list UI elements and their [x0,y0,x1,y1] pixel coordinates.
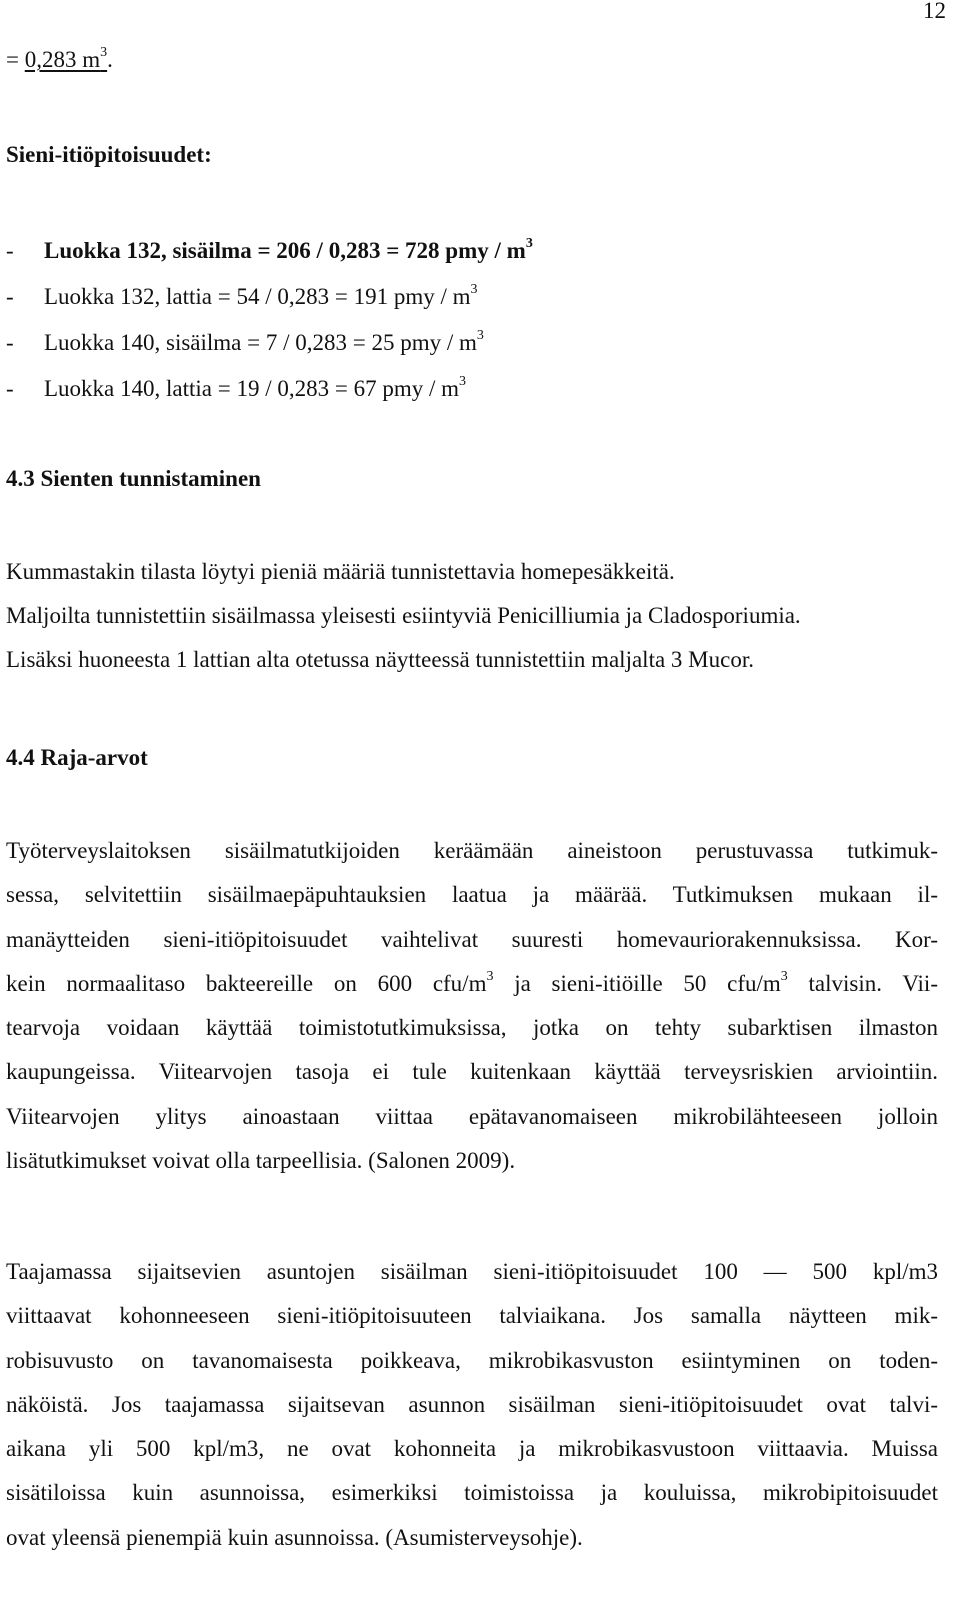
exponent: 3 [780,968,788,984]
spore-item-text: Luokka 140, lattia = 19 / 0,283 = 67 pmy / m [44,376,459,401]
spore-item [6,274,533,320]
paragraph-line: aikana yli 500 kpl/m3, ne ovat kohonneita ja mikrobikasvustoon viittaavia. Muissa [6,1436,938,1462]
list-dash: - [6,284,14,309]
list-dash: - [6,376,14,401]
line-segment: talvisin. Vii- [787,970,938,996]
paragraph-line: robisuvusto on tavanomaisesta poikkeava, mikrobikasvuston esiintyminen on toden- [6,1347,938,1373]
line-segment: kein normaalitaso bakteereille on 600 cfu/m [6,970,487,996]
formula-result [6,40,113,80]
list-dash: - [6,330,14,355]
page-number: 12 [923,0,946,23]
spore-item-exponent: 3 [525,236,533,251]
spore-item-text: Luokka 140, sisäilma = 7 / 0,283 = 25 pmy / m [44,330,477,355]
section-4-3-text [6,550,801,682]
section-4-4-paragraph-1 [6,829,938,1183]
paragraph-line: Lisäksi huoneesta 1 lattian alta otetussa näytteessä tunnistettiin maljalta 3 Mucor. [6,647,754,672]
exponent: 3 [486,968,494,984]
line-segment: ja sieni-itiöille 50 cfu/m [493,970,781,996]
paragraph-line: Maljoilta tunnistettiin sisäilmassa yleisesti esiintyviä Penicilliumia ja Cladosporiumia. [6,603,801,628]
paragraph-line: Työterveyslaitoksen sisäilmatutkijoiden keräämään aineistoon perustuvassa tutkimuk- [6,838,938,863]
formula-suffix: . [107,47,113,72]
paragraph-line: viittaavat kohonneeseen sieni-itiöpitoisuuteen talviaikana. Jos samalla näytteen mik- [6,1303,938,1329]
paragraph-line: Kummastakin tilasta löytyi pieniä määriä tunnistettavia homepesäkkeitä. [6,559,675,584]
spore-heading: Sieni-itiöpitoisuudet: [6,142,212,167]
spore-item-exponent: 3 [476,328,484,343]
spore-item [6,366,533,412]
paragraph-line: ovat yleensä pienempiä kuin asunnoissa. (Asumisterveysohje). [6,1524,583,1550]
paragraph-line: Viitearvojen ylitys ainoastaan viittaa epätavanomaiseen mikrobilähteeseen jolloin [6,1103,938,1129]
paragraph-line: manäytteiden sieni-itiöpitoisuudet vaihtelivat suuresti homevauriorakennuksissa. Kor- [6,926,938,952]
spore-list [6,228,533,412]
section-4-4-paragraph-2 [6,1250,938,1560]
formula-prefix: = [6,47,25,72]
paragraph-line: kaupungeissa. Viitearvojen tasoja ei tule kuitenkaan käyttää terveysriskien arviointiin. [6,1059,938,1085]
formula-exponent: 3 [100,45,108,60]
paragraph-line: näköistä. Jos taajamassa sijaitsevan asunnon sisäilman sieni-itiöpitoisuudet ovat talvi- [6,1391,938,1417]
spore-item [6,320,533,366]
paragraph-line: sessa, selvitettiin sisäilmaepäpuhtauksien laatua ja määrää. Tutkimuksen mukaan il- [6,882,938,908]
spore-item [6,228,533,274]
section-4-4-heading: 4.4 Raja-arvot [6,745,148,770]
spore-item-exponent: 3 [459,374,466,389]
formula-value: 0,283 m [24,47,101,72]
paragraph-line: lisätutkimukset voivat olla tarpeellisia. (Salonen 2009). [6,1148,516,1174]
paragraph-line: sisätiloissa kuin asunnoissa, esimerkiksi toimistoissa ja kouluissa, mikrobipitoisuudet [6,1480,938,1506]
paragraph-line: tearvoja voidaan käyttää toimistotutkimuksissa, jotka on tehty subarktisen ilmaston [6,1015,938,1041]
spore-item-exponent: 3 [470,282,478,297]
spore-item-text: Luokka 132, lattia = 54 / 0,283 = 191 pmy / m [44,284,471,309]
list-dash: - [6,238,14,263]
section-4-3-heading: 4.3 Sienten tunnistaminen [6,466,261,491]
paragraph-line [6,962,938,1006]
spore-item-text: Luokka 132, sisäilma = 206 / 0,283 = 728 pmy / m [44,238,526,263]
paragraph-line: Taajamassa sijaitsevien asuntojen sisäilman sieni-itiöpitoisuudet 100 — 500 kpl/m3 [6,1259,938,1284]
